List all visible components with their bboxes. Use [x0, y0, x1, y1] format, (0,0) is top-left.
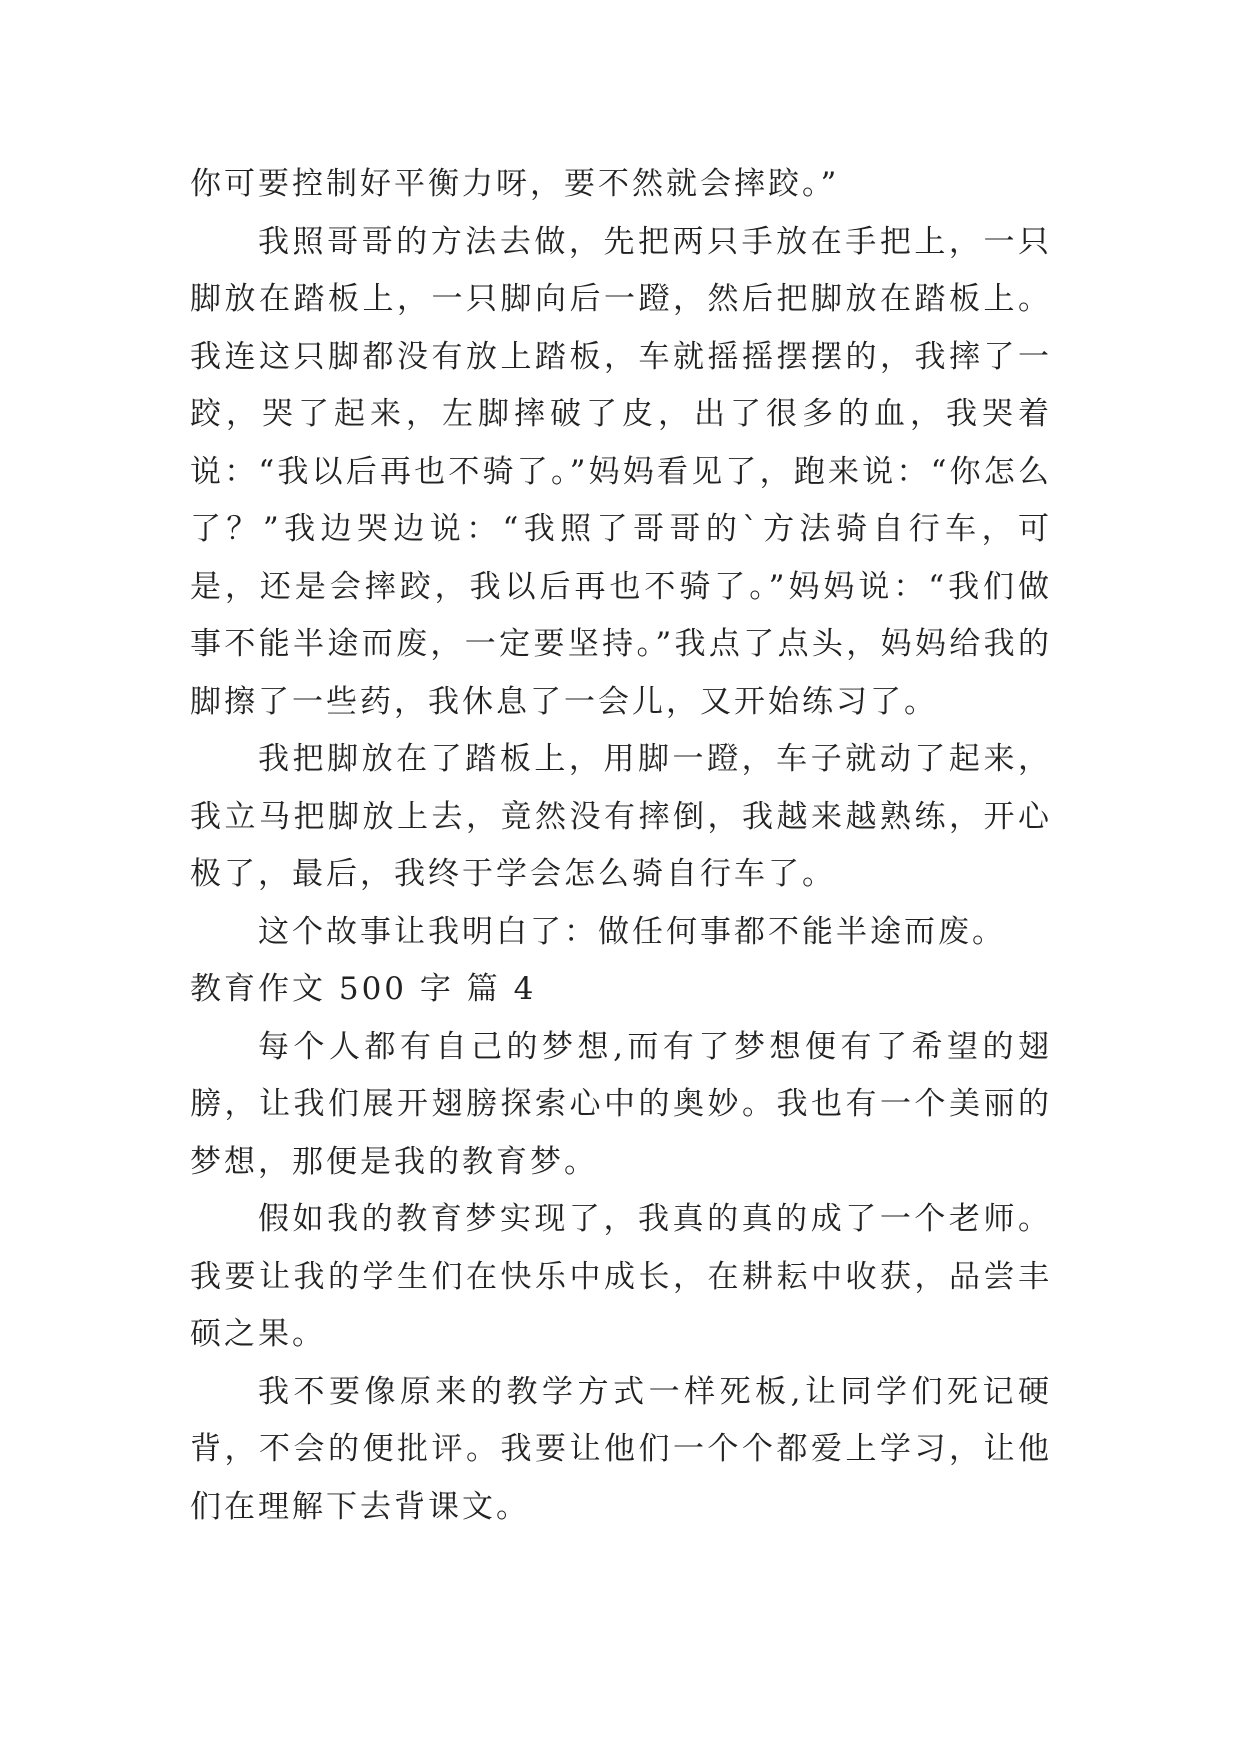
- section-heading: 教育作文 500 字 篇 4: [190, 971, 537, 1007]
- paragraph-5: 每个人都有自己的梦想,而有了梦想便有了希望的翅膀，让我们展开翅膀探索心中的奥妙。我也有一个美丽的梦想，那便是我的教育梦。: [190, 1028, 1052, 1180]
- paragraph-4: 这个故事让我明白了：做任何事都不能半途而废。: [258, 913, 1006, 950]
- paragraph-7: 我不要像原来的教学方式一样死板,让同学们死记硬背，不会的便批评。我要让他们一个个都爱上学习，让他们在理解下去背课文。: [190, 1373, 1052, 1525]
- document-body: [190, 156, 1052, 1536]
- paragraph-3: 我把脚放在了踏板上，用脚一蹬，车子就动了起来，我立马把脚放上去，竟然没有摔倒，我越来越熟练，开心极了，最后，我终于学会怎么骑自行车了。: [190, 741, 1052, 892]
- paragraph-1: 你可要控制好平衡力呀，要不然就会摔跤。”: [190, 166, 840, 202]
- paragraph-2: 我照哥哥的方法去做，先把两只手放在手把上，一只脚放在踏板上，一只脚向后一蹬，然后把脚放在踏板上。我连这只脚都没有放上踏板，车就摇摇摆摆的，我摔了一跤，哭了起来，左脚摔破了皮，出了很多的血，我哭着说：“我以后再也不骑了。”妈妈看见了，跑来说：“你怎么了？”我边哭边说：“我照了哥哥的`方法骑自行车，可是，还是会摔跤，我以后再也不骑了。”妈妈说：“我们做事不能半途而废，一定要坚持。”我点了点头，妈妈给我的脚擦了一些药，我休息了一会儿，又开始练习了。: [190, 223, 1052, 720]
- paragraph-6: 假如我的教育梦实现了，我真的真的成了一个老师。我要让我的学生们在快乐中成长，在耕耘中收获，品尝丰硕之果。: [190, 1201, 1052, 1352]
